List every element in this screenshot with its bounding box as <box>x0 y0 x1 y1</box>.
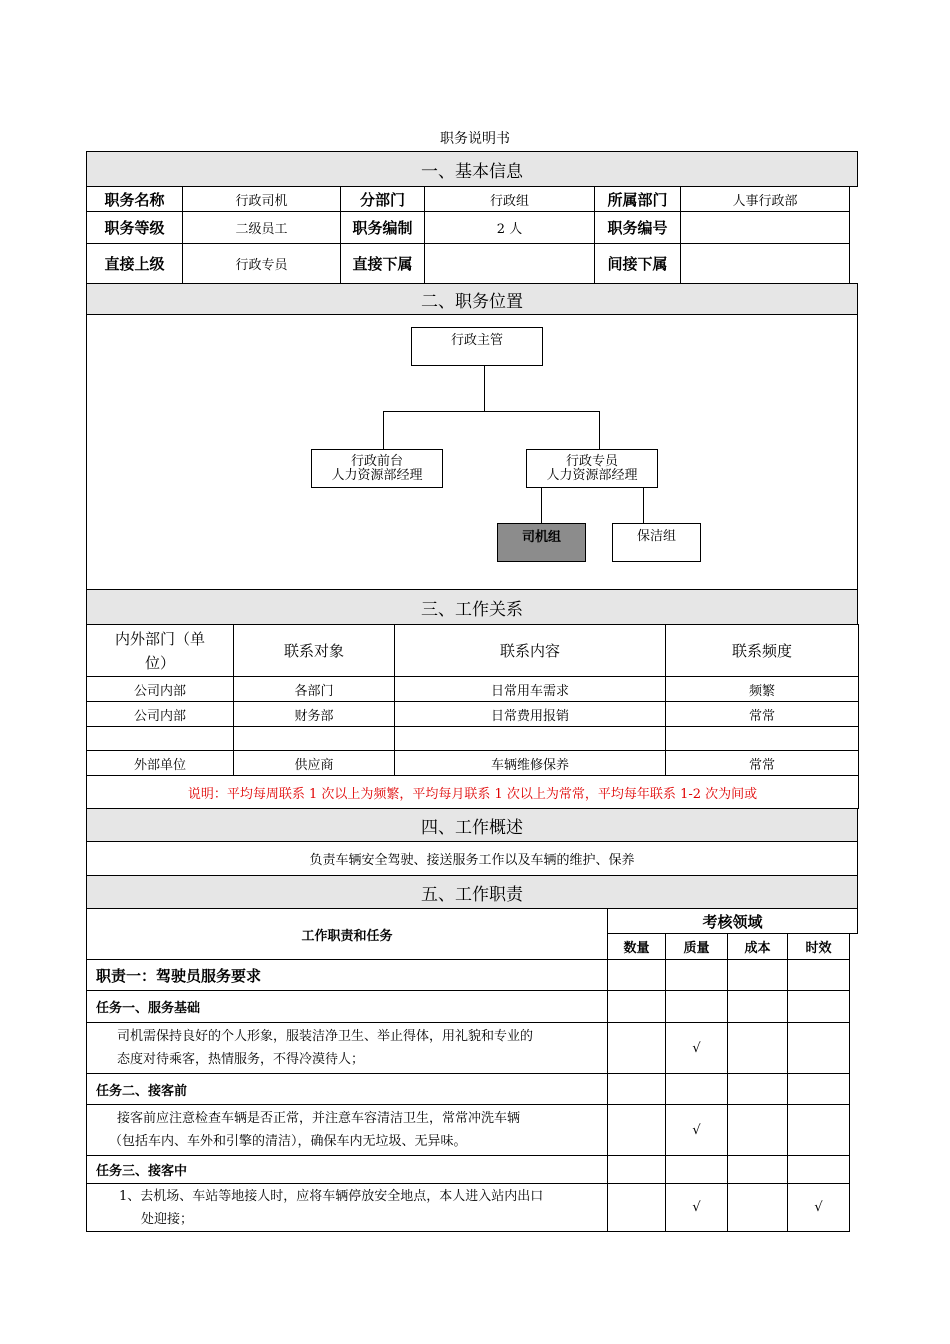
cell-contact-target: 各部门 <box>234 677 395 702</box>
cell-contact-target: 供应商 <box>234 751 395 776</box>
document-title: 职务说明书 <box>440 131 510 147</box>
org-box-front-desk-subtitle: 人力资源部经理 <box>331 468 423 483</box>
header-duties-tasks: 工作职责和任务 <box>87 909 608 960</box>
label-sub-department: 分部门 <box>341 187 425 212</box>
basic-row-1 <box>87 187 850 212</box>
basic-row-2 <box>87 212 850 244</box>
relations-note-row <box>87 776 859 809</box>
label-indirect-subordinate: 间接下属 <box>595 244 681 284</box>
cell-contact-frequency: 频繁 <box>666 677 859 702</box>
header-timeliness: 时效 <box>788 934 850 960</box>
task-1-line-1: 司机需保持良好的个人形象，服装洁净卫生、举止得体，用礼貌和专业的 <box>117 1029 534 1044</box>
cell-contact-content: 日常用车需求 <box>395 677 666 702</box>
header-quantity: 数量 <box>608 934 666 960</box>
task-1-line-2: 态度对待乘客，热情服务，不得冷漠待人； <box>117 1052 365 1067</box>
value-direct-subordinate <box>425 244 595 284</box>
org-box-admin-supervisor: 行政主管 <box>411 327 543 366</box>
duties-table <box>86 908 850 1232</box>
check-timeliness: √ <box>788 1184 850 1232</box>
org-connector <box>541 488 542 523</box>
duty-row <box>87 960 850 991</box>
table-row <box>87 751 859 776</box>
value-department: 人事行政部 <box>681 187 850 212</box>
cell-contact-frequency <box>666 727 859 751</box>
table-row <box>87 677 859 702</box>
task-3-title: 任务三、接客中 <box>87 1156 608 1184</box>
label-position-name: 职务名称 <box>87 187 183 212</box>
task-2-detail <box>87 1105 608 1156</box>
section-position: 二、职务位置 <box>86 283 858 315</box>
check-quality: √ <box>666 1105 728 1156</box>
section-basic-info: 一、基本信息 <box>86 151 858 187</box>
label-department: 所属部门 <box>595 187 681 212</box>
relations-table <box>86 624 859 809</box>
cell-contact-target: 财务部 <box>234 702 395 727</box>
cell-contact-content: 车辆维修保养 <box>395 751 666 776</box>
header-contact-target: 联系对象 <box>234 625 395 677</box>
value-position-level: 二级员工 <box>183 212 341 244</box>
org-box-front-desk <box>311 449 443 488</box>
table-row <box>87 702 859 727</box>
cell-contact-frequency: 常常 <box>666 751 859 776</box>
task-row <box>87 1074 850 1105</box>
header-evaluation-spacer <box>608 909 850 934</box>
org-connector <box>383 411 384 449</box>
header-cost: 成本 <box>728 934 788 960</box>
task-detail-row <box>87 1105 850 1156</box>
label-position-number: 职务编号 <box>595 212 681 244</box>
task-3-detail <box>87 1184 608 1232</box>
task-1-detail <box>87 1023 608 1074</box>
org-connector <box>383 411 600 412</box>
value-direct-superior: 行政专员 <box>183 244 341 284</box>
cell-department: 公司内部 <box>87 702 234 727</box>
cell-contact-target <box>234 727 395 751</box>
header-quality: 质量 <box>666 934 728 960</box>
header-evaluation-area: 考核领域 <box>607 908 858 934</box>
basic-info-table <box>86 186 850 284</box>
org-box-admin-specialist-title: 行政专员 <box>565 454 618 469</box>
cell-department: 公司内部 <box>87 677 234 702</box>
label-direct-subordinate: 直接下属 <box>341 244 425 284</box>
task-2-line-1: 接客前应注意检查车辆是否正常，并注意车容清洁卫生，常常冲洗车辆 <box>117 1111 521 1126</box>
org-connector <box>599 411 600 449</box>
value-position-name: 行政司机 <box>183 187 341 212</box>
cell-contact-frequency: 常常 <box>666 702 859 727</box>
value-position-number <box>681 212 850 244</box>
cell-department <box>87 727 234 751</box>
section-relations: 三、工作关系 <box>86 589 858 625</box>
cell-department: 外部单位 <box>87 751 234 776</box>
cell-contact-content: 日常费用报销 <box>395 702 666 727</box>
header-contact-frequency: 联系频度 <box>666 625 859 677</box>
task-3-line-2: 处迎接； <box>141 1211 194 1227</box>
duty-1-title: 职责一：驾驶员服务要求 <box>87 960 608 991</box>
label-direct-superior: 直接上级 <box>87 244 183 284</box>
header-contact-content: 联系内容 <box>395 625 666 677</box>
org-box-admin-specialist-subtitle: 人力资源部经理 <box>546 468 638 483</box>
org-connector <box>643 488 644 523</box>
cell-contact-content <box>395 727 666 751</box>
duties-header-row-1 <box>87 909 850 934</box>
check-quality: √ <box>666 1023 728 1074</box>
task-1-title: 任务一、服务基础 <box>87 991 608 1023</box>
task-detail-row <box>87 1184 850 1232</box>
label-headcount: 职务编制 <box>341 212 425 244</box>
org-box-driver-group: 司机组 <box>497 523 586 562</box>
table-row <box>87 727 859 751</box>
value-headcount: 2 人 <box>425 212 595 244</box>
header-department: 内外部门（单位） <box>87 625 234 677</box>
org-box-front-desk-title: 行政前台 <box>350 454 403 469</box>
task-detail-row <box>87 1023 850 1074</box>
task-3-line-1: 1、去机场、车站等地接人时，应将车辆停放安全地点，本人进入站内出口 <box>119 1188 544 1204</box>
section-overview: 四、工作概述 <box>86 808 858 842</box>
value-indirect-subordinate <box>681 244 850 284</box>
org-connector <box>484 366 485 411</box>
task-2-line-2: （包括车内、车外和引擎的清洁），确保车内无垃圾、无异味。 <box>109 1134 467 1149</box>
relations-note: 说明：平均每周联系 1 次以上为频繁，平均每月联系 1 次以上为常常，平均每年联系 1-2 次为间或 <box>87 776 859 809</box>
label-position-level: 职务等级 <box>87 212 183 244</box>
org-box-admin-specialist <box>526 449 658 488</box>
overview-text: 负责车辆安全驾驶、接送服务工作以及车辆的维护、保养 <box>86 841 858 876</box>
check-quality: √ <box>666 1184 728 1232</box>
task-row <box>87 991 850 1023</box>
task-2-title: 任务二、接客前 <box>87 1074 608 1105</box>
org-box-cleaning-group: 保洁组 <box>612 523 701 562</box>
relations-header-row <box>87 625 859 677</box>
section-duties: 五、工作职责 <box>86 875 858 909</box>
value-sub-department: 行政组 <box>425 187 595 212</box>
task-row <box>87 1156 850 1184</box>
basic-row-3 <box>87 244 850 284</box>
